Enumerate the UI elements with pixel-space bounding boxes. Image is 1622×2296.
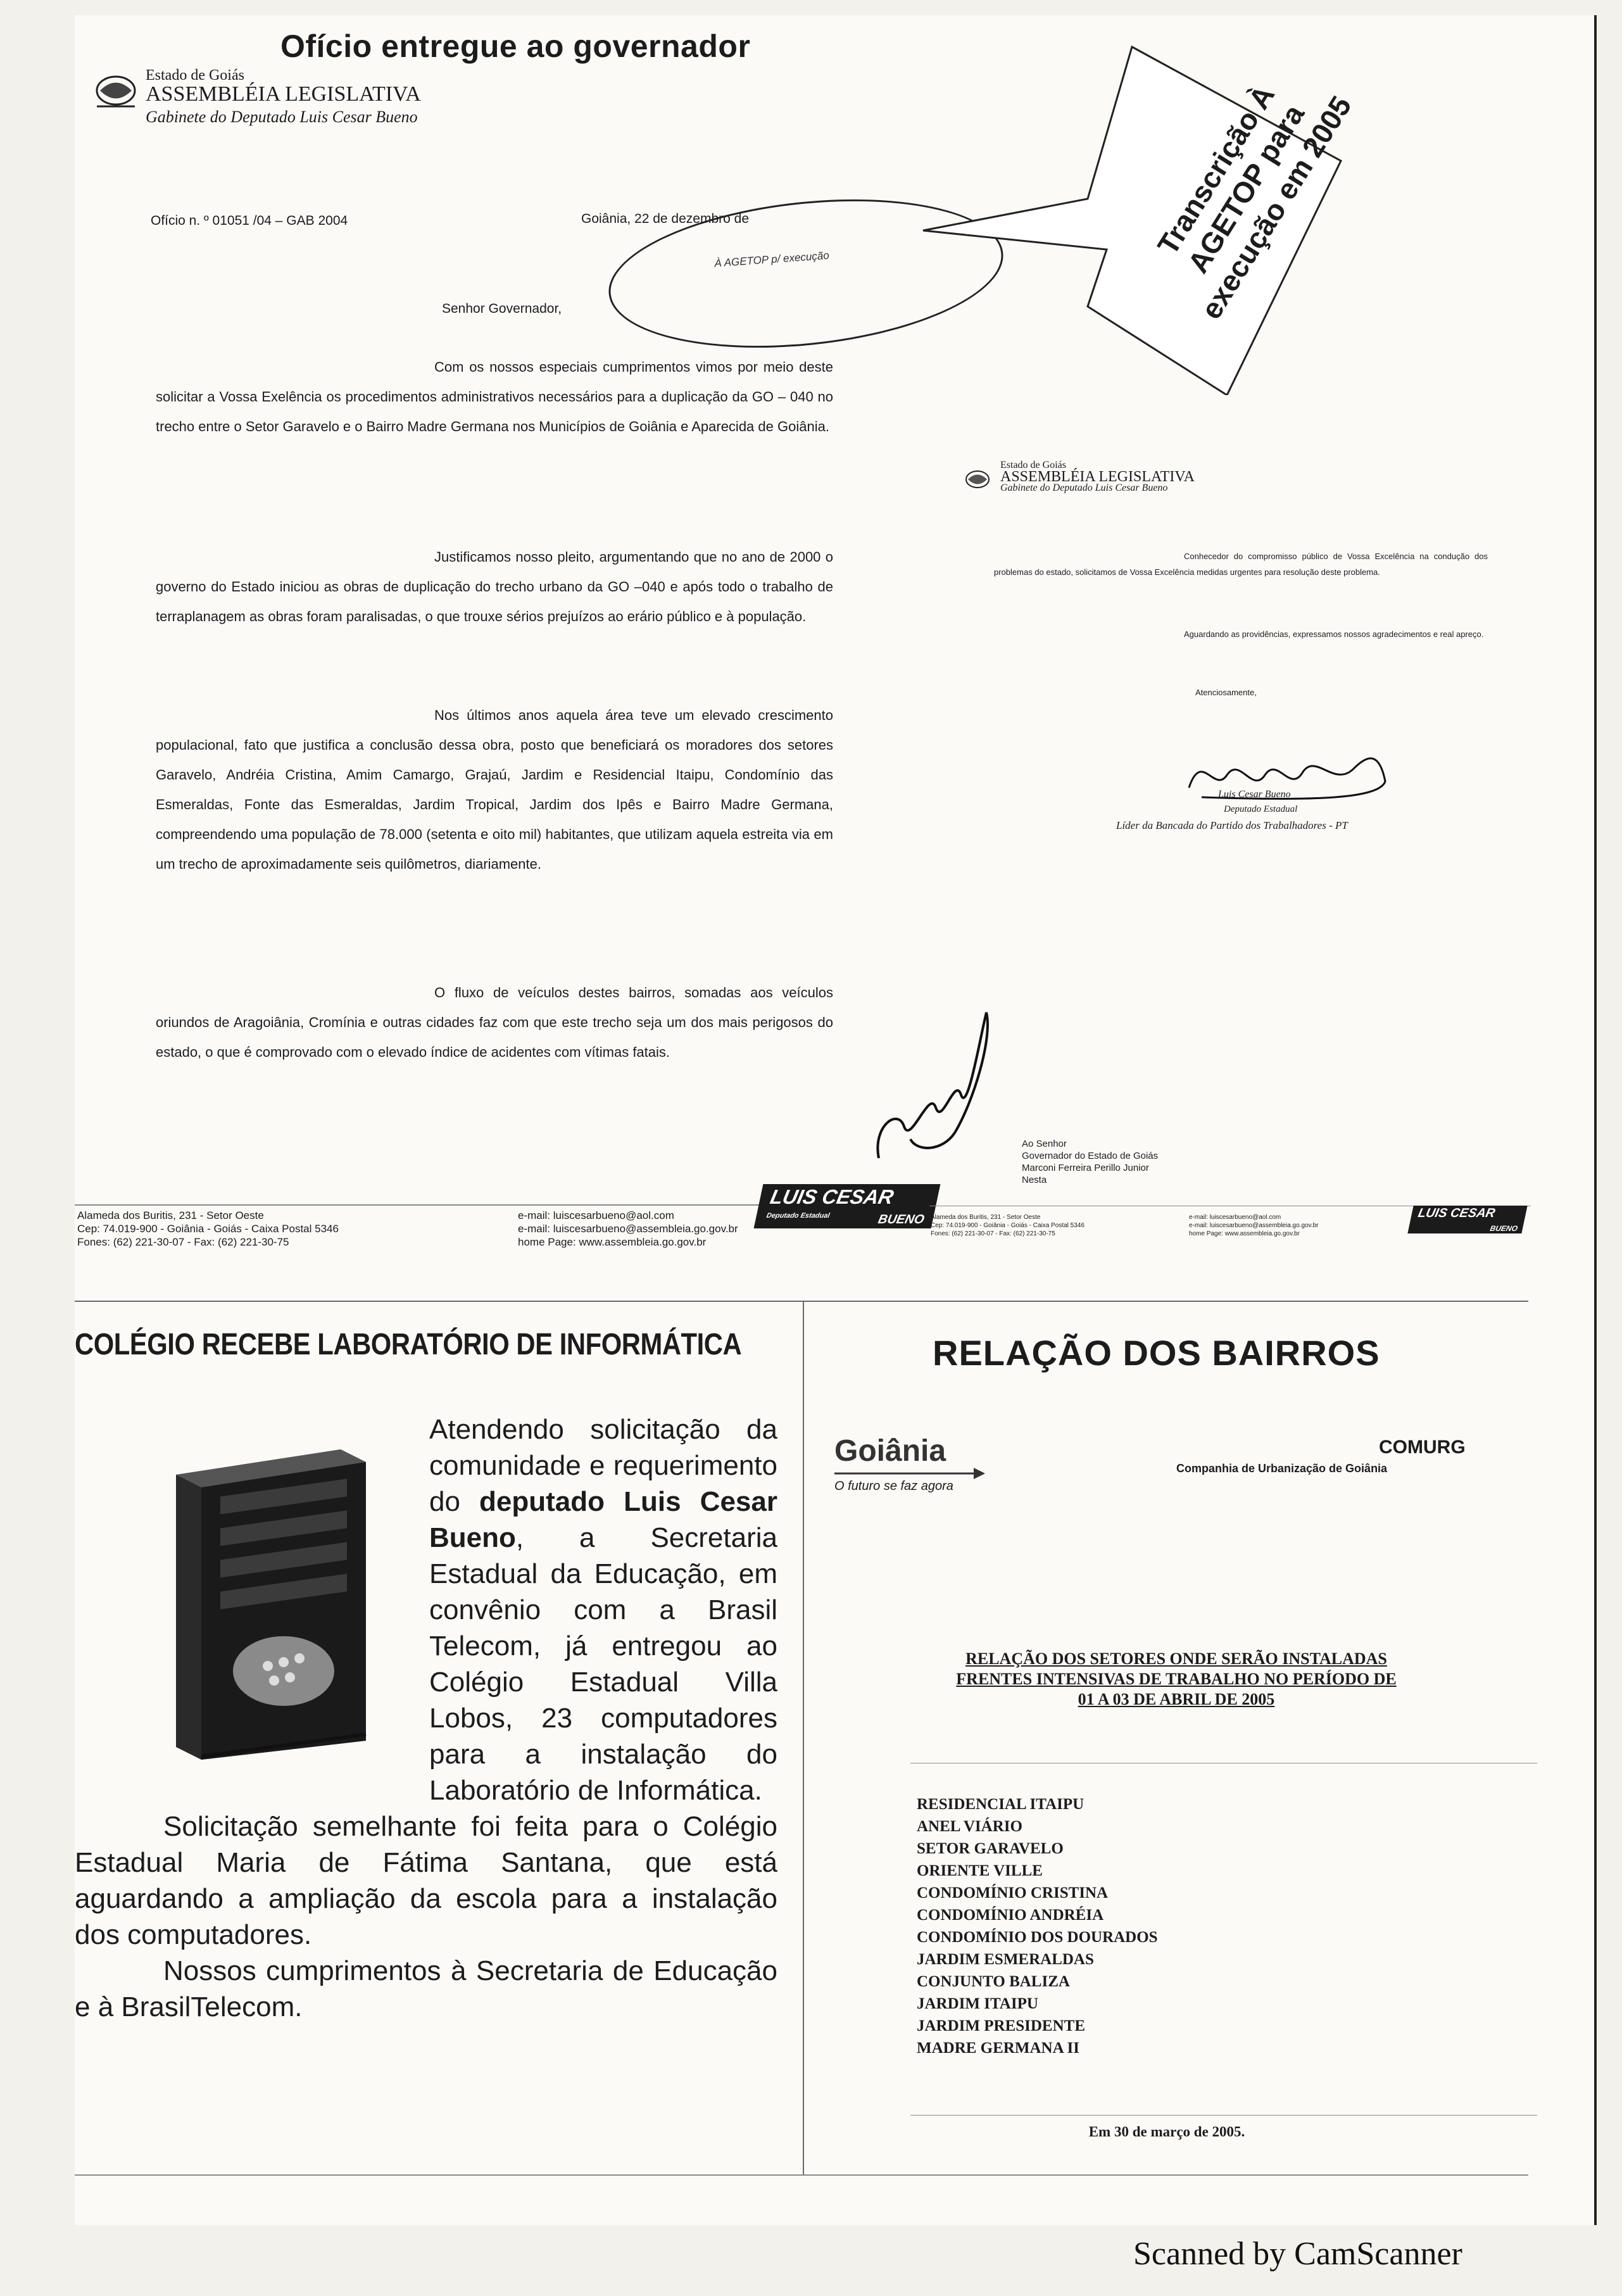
second-page-office: Gabinete do Deputado Luis Cesar Bueno — [1000, 483, 1168, 493]
badge-name: LUIS CESAR — [768, 1185, 896, 1208]
second-page-state: Estado de Goiás — [1000, 460, 1066, 470]
footer-address-line: Cep: 74.019-900 - Goiânia - Goiás - Caixa Postal 5346 — [931, 1222, 1084, 1229]
comurg-logo: COMURG — [1379, 1437, 1466, 1458]
list-item: SETOR GARAVELO — [917, 1840, 1064, 1857]
list-item: MADRE GERMANA II — [917, 2040, 1079, 2057]
addressee-line: Marconi Ferreira Perillo Junior — [1022, 1163, 1149, 1173]
footer-contacts-small — [1189, 1213, 1423, 1238]
addressee-line: Ao Senhor — [1022, 1139, 1067, 1149]
signer-leader: Líder da Bancada do Partido dos Trabalhadores - PT — [1116, 819, 1348, 831]
footer-contact-line: e-mail: luiscesarbueno@aol.com — [1189, 1214, 1281, 1221]
list-item: RESIDENCIAL ITAIPU — [917, 1796, 1084, 1813]
footer-contact-line: e-mail: luiscesarbueno@assembleia.go.gov.br — [518, 1223, 738, 1235]
school-article-title: COLÉGIO RECEBE LABORATÓRIO DE INFORMÁTICA — [75, 1328, 742, 1361]
footer-address-line: Alameda dos Buritis, 231 - Setor Oeste — [931, 1214, 1041, 1221]
computer-tower-icon — [151, 1437, 404, 1766]
signer-name: Luis Cesar Bueno — [1218, 789, 1291, 800]
assembly-crest-icon — [94, 68, 138, 113]
footer-address-line: Alameda dos Buritis, 231 - Setor Oeste — [77, 1209, 264, 1221]
list-item: CONDOMÍNIO ANDRÉIA — [917, 1907, 1104, 1924]
school-paragraph: Solicitação semelhante foi feita para o Colégio Estadual Maria de Fátima Santana, que está aguardando a ampliação da escola para a instalação dos computadores. — [75, 1811, 777, 1950]
sectors-heading-line: 01 A 03 DE ABRIL DE 2005 — [1078, 1690, 1275, 1708]
addressee-block — [1022, 1138, 1158, 1186]
deputy-badge-small — [1407, 1206, 1527, 1233]
footer-address-line: Cep: 74.019-900 - Goiânia - Goiás - Caixa Postal 5346 — [77, 1223, 339, 1235]
list-item: JARDIM ESMERALDAS — [917, 1951, 1094, 1968]
school-paragraph: Nossos cumprimentos à Secretaria de Educação e à BrasilTelecom. — [75, 1955, 777, 2022]
list-item: ANEL VIÁRIO — [917, 1818, 1022, 1835]
school-lead-text-cont: , a Secretaria Estadual da Educação, em convênio com a Brasil Telecom, já entregou ao Colégio Estadual Villa Lobos, 23 computadores para a instalação do Laboratório de Informática. — [429, 1522, 777, 1806]
date-rule — [910, 2115, 1537, 2116]
list-item: CONJUNTO BALIZA — [917, 1973, 1070, 1990]
main-signature — [860, 1000, 1012, 1164]
top-article-title: Ofício entregue ao governador — [280, 28, 751, 64]
assembly-crest-small-icon — [964, 466, 991, 493]
footer-address-line: Fones: (62) 221-30-07 - Fax: (62) 221-30-75 — [77, 1236, 289, 1248]
signer-role: Deputado Estadual — [1224, 804, 1298, 814]
goiania-logo: Goiânia — [834, 1434, 946, 1468]
addressee-line: Governador do Estado de Goiás — [1022, 1151, 1159, 1161]
comurg-full-name: Companhia de Urbanização de Goiânia — [1176, 1462, 1388, 1475]
footer-contact-line: e-mail: luiscesarbueno@aol.com — [518, 1209, 674, 1221]
school-article-body — [75, 1411, 777, 2025]
footer-address-line: Fones: (62) 221-30-07 - Fax: (62) 221-30-75 — [931, 1230, 1055, 1237]
footer-contact-line: e-mail: luiscesarbueno@assembleia.go.gov.br — [1189, 1222, 1319, 1229]
list-item: ORIENTE VILLE — [917, 1862, 1043, 1879]
footer-contact-line: home Page: www.assembleia.go.gov.br — [518, 1236, 707, 1248]
bottom-rule — [75, 2174, 1528, 2176]
footer-address — [77, 1209, 482, 1249]
bairros-article-title: RELAÇÃO DOS BAIRROS — [933, 1333, 1380, 1373]
badge-sub: Deputado Estadual — [765, 1212, 831, 1220]
list-item: JARDIM PRESIDENTE — [917, 2017, 1086, 2034]
letter-number: Ofício n. º 01051 /04 – GAB 2004 — [151, 213, 348, 228]
letter-paragraph: Justificamos nosso pleito, argumentando que no ano de 2000 o governo do Estado iniciou as obras de duplicação do trecho urbano da GO –040 e após todo o trabalho de terraplanagem as obras foram paralisadas, o que trouxe sérios prejuízos ao erário público e à população. — [156, 549, 833, 624]
letter-paragraph: O fluxo de veículos destes bairros, somadas aos veículos oriundos de Aragoiânia, Cromínia e outras cidades faz com que este trecho seja um dos mais perigosos do estado, o que é comprovado com o elevado índice de acidentes com vítimas fatais. — [156, 985, 833, 1060]
addressee-line: Nesta — [1022, 1175, 1047, 1185]
badge-surname: BUENO — [876, 1213, 926, 1227]
sectors-date: Em 30 de março de 2005. — [1088, 2124, 1245, 2140]
header-institution: ASSEMBLÉIA LEGISLATIVA — [146, 82, 421, 106]
header-state: Estado de Goiás — [146, 67, 244, 84]
letter-salutation: Senhor Governador, — [442, 301, 562, 316]
badge-surname: BUENO — [1489, 1224, 1519, 1233]
sectors-heading — [898, 1649, 1455, 1710]
sectors-heading-line: RELAÇÃO DOS SETORES ONDE SERÃO INSTALADAS — [965, 1649, 1387, 1668]
footer-contact-line: home Page: www.assembleia.go.gov.br — [1189, 1230, 1300, 1237]
badge-name: LUIS CESAR — [1416, 1206, 1497, 1220]
second-page-closing: Atenciosamente, — [1195, 688, 1257, 697]
sectors-heading-line: FRENTES INTENSIVAS DE TRABALHO NO PERÍODO DE — [956, 1670, 1397, 1688]
camscanner-watermark: Scanned by CamScanner — [1133, 2236, 1462, 2272]
second-page-institution: ASSEMBLÉIA LEGISLATIVA — [1000, 469, 1195, 485]
second-page-paragraph: Aguardando as providências, expressamos nossos agradecimentos e real apreço. — [1184, 629, 1484, 639]
list-item: CONDOMÍNIO CRISTINA — [917, 1884, 1109, 1902]
letter-paragraph: Nos últimos anos aquela área teve um elevado crescimento populacional, fato que justifica a conclusão dessa obra, posto que beneficiará os moradores dos setores Garavelo, Andréia Cristina, Amim Camargo, Grajaú, Jardim e Residencial Itaipu, Condomínio das Esmeraldas, Fonte das Esmeraldas, Jardim Tropical, Jardim dos Ipês e Bairro Madre Germana, compreendendo uma população de 78.000 (setenta e oito mil) habitantes, que utilizam aquela estreita via em um trecho de aproximadamente seis quilômetros, diariamente. — [156, 707, 833, 872]
second-page-header — [1000, 460, 1195, 494]
annotation-text: Transcrição À AGETOP para execução em 2005 — [1150, 79, 1358, 325]
list-item: CONDOMÍNIO DOS DOURADOS — [917, 1929, 1158, 1946]
sectors-list — [917, 1793, 1158, 2059]
footer-address-small — [931, 1213, 1152, 1238]
newspaper-page — [75, 15, 1597, 2225]
goiania-tagline: O futuro se faz agora — [834, 1479, 953, 1493]
stamp-handwritten-note: À AGETOP p/ execução — [714, 249, 830, 270]
letter-paragraph: Com os nossos especiais cumprimentos vimos por meio deste solicitar a Vossa Exelência os procedimentos administrativos necessários para a duplicação da GO – 040 no trecho entre o Setor Garavelo e o Bairro Madre Germana nos Municípios de Goiânia e Aparecida de Goiânia. — [156, 359, 833, 434]
computer-image — [75, 1411, 429, 1779]
letter-date: Goiânia, 22 de dezembro de — [581, 211, 750, 226]
list-item: JARDIM ITAIPU — [917, 1995, 1038, 2012]
column-divider — [803, 1301, 804, 2174]
deputy-badge — [754, 1184, 941, 1228]
goiania-arrow-icon — [834, 1467, 986, 1480]
header-office: Gabinete do Deputado Luis Cesar Bueno — [146, 108, 418, 126]
second-page-paragraph: Conhecedor do compromisso público de Vossa Excelência na condução dos problemas do estado, solicitamos de Vossa Excelência medidas urgentes para resolução deste problema. — [994, 552, 1488, 577]
school-lead-bold: deputado Luis Cesar Bueno — [429, 1486, 777, 1553]
school-lead-text: Atendendo solicitação da comunidade e requerimento do — [429, 1414, 777, 1517]
